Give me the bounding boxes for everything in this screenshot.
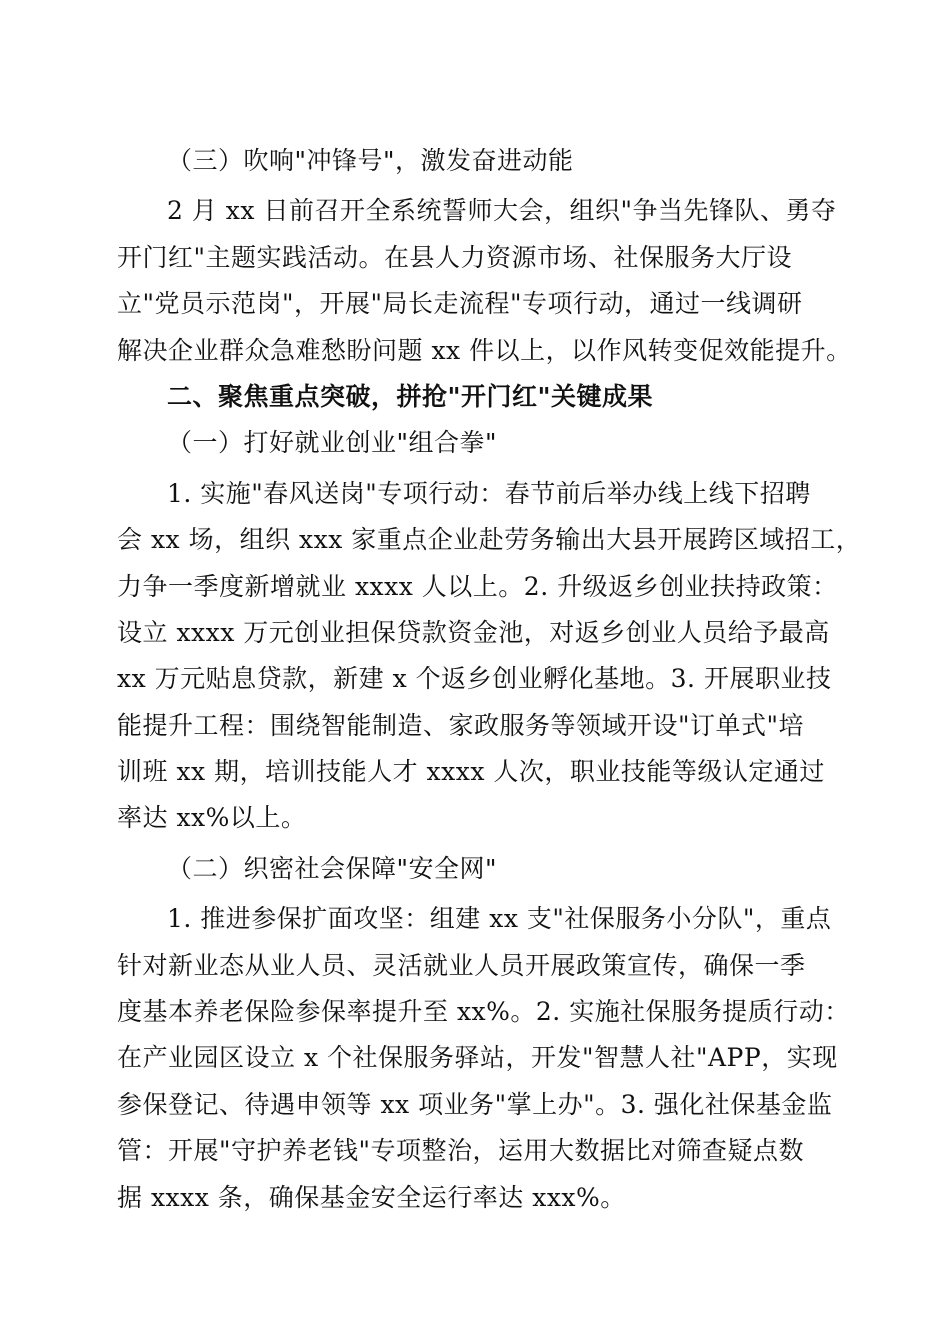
paragraph-line: 在产业园区设立 x 个社保服务驿站，开发"智慧人社"APP，实现 <box>117 1043 838 1073</box>
paragraph-line: 管：开展"守护养老钱"专项整治，运用大数据比对筛查疑点数 <box>117 1136 805 1166</box>
paragraph-line: xx 万元贴息贷款，新建 x 个返乡创业孵化基地。3. 开展职业技 <box>117 664 832 694</box>
paragraph-line: 参保登记、待遇申领等 xx 项业务"掌上办"。3. 强化社保基金监 <box>117 1089 833 1119</box>
paragraph-line: 度基本养老保险参保率提升至 xx%。2. 实施社保服务提质行动： <box>117 997 850 1027</box>
paragraph-line: 1. 实施"春风送岗"专项行动：春节前后举办线上线下招聘 <box>167 478 811 508</box>
section-3-heading: （三）吹响"冲锋号"，激发奋进动能 <box>167 146 574 175</box>
paragraph-line: 解决企业群众急难愁盼问题 xx 件以上，以作风转变促效能提升。 <box>117 335 852 365</box>
paragraph-line: 针对新业态从业人员、灵活就业人员开展政策宣传，确保一季 <box>117 950 806 980</box>
paragraph-social-security <box>117 896 850 1221</box>
paragraph-oath-rally <box>117 188 852 374</box>
paragraph-line: 率达 xx%以上。 <box>117 803 307 833</box>
subsection-2-heading: （二）织密社会保障"安全网" <box>167 853 497 883</box>
paragraph-employment <box>117 471 862 842</box>
paragraph-line: 1. 推进参保扩面攻坚：组建 xx 支"社保服务小分队"，重点 <box>167 904 832 934</box>
paragraph-line: 训班 xx 期，培训技能人才 xxxx 人次，职业技能等级认定通过 <box>117 757 825 787</box>
subsection-1-heading: （一）打好就业创业"组合拳" <box>167 428 497 458</box>
document-page <box>117 138 862 1221</box>
paragraph-line: 设立 xxxx 万元创业担保贷款资金池，对返乡创业人员给予最高 <box>117 617 830 647</box>
paragraph-line: 力争一季度新增就业 xxxx 人以上。2. 升级返乡创业扶持政策： <box>117 571 838 601</box>
paragraph-line: 能提升工程：围绕智能制造、家政服务等领域开设"订单式"培 <box>117 710 805 740</box>
part-2-heading: 二、聚焦重点突破，拼抢"开门红"关键成果 <box>167 381 654 411</box>
paragraph-line: 开门红"主题实践活动。在县人力资源市场、社保服务大厅设 <box>117 242 793 272</box>
paragraph-line: 立"党员示范岗"，开展"局长走流程"专项行动，通过一线调研 <box>117 289 803 319</box>
paragraph-line: 2 月 xx 日前召开全系统誓师大会，组织"争当先锋队、勇夺 <box>167 196 837 226</box>
paragraph-line: 会 xx 场，组织 xxx 家重点企业赴劳务输出大县开展跨区域招工， <box>117 525 862 555</box>
paragraph-line: 据 xxxx 条，确保基金安全运行率达 xxx%。 <box>117 1182 626 1212</box>
